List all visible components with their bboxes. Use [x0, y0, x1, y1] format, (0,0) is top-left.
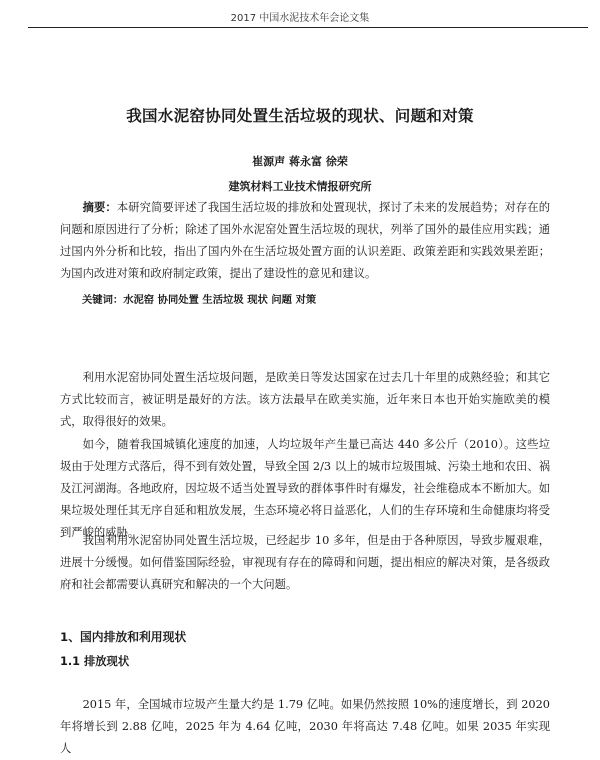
body-paragraph-last: 2015 年，全国城市垃圾产生量大约是 1.79 亿吨。如果仍然按照 10%的速度增长，到 2020 年将增长到 2.88 亿吨，2025 年为 4.64 亿吨，2030 年将高达 7.48 亿吨。如果 2035 年实现人 — [60, 698, 550, 755]
header-rule — [28, 27, 588, 28]
authors: 崔源声 蒋永富 徐荣 — [252, 155, 348, 168]
abstract — [60, 197, 550, 285]
abstract-text: 本研究简要评述了我国生活垃圾的排放和处置现状，探讨了未来的发展趋势；对存在的问题和原因进行了分析；除述了国外水泥窑处置生活垃圾的现状，列举了国外的最佳应用实践；通过国内外分析和比较，指出了国内外在生活垃圾处置方面的认识差距、政策差距和实践效果差距；为国内改进对策和政府制定政策，提出了建设性的意见和建议。 — [60, 201, 550, 280]
keywords-text: 水泥窑 协同处置 生活垃圾 现状 问题 对策 — [123, 294, 317, 306]
keywords — [82, 291, 552, 306]
keywords-label: 关键词： — [82, 294, 124, 306]
abstract-label: 摘要： — [82, 201, 117, 214]
running-header: 2017 中国水泥技术年会论文集 — [230, 13, 370, 24]
subsection-heading: 1.1 排放现状 — [60, 655, 130, 668]
affiliation: 建筑材料工业技术情报研究所 — [228, 180, 372, 193]
section-heading: 1、国内排放和利用现状 — [60, 630, 187, 644]
body-paragraph: 如今，随着我国城镇化速度的加速，人均垃圾年产生量已高达 440 多公斤（2010）。这些垃圾由于处理方式落后，得不到有效处置，导致全国 2/3 以上的城市垃圾围城、污染土地和农田、祸及江河湖海。各地政府，因垃圾不适当处置导致的群体事件时有爆发，社会维稳成本不断加大。如果垃圾处理任其无序自延和粗放发展，生态环境必将日益恶化，人们的生存环境和生命健康均将受到严峻的威胁。 — [60, 438, 550, 539]
paper-title: 我国水泥窑协同处置生活垃圾的现状、问题和对策 — [126, 107, 474, 125]
body-paragraph: 我国利用水泥窑协同处置生活垃圾，已经起步 10 多年，但是由于各种原因，导致步履艰难，进展十分缓慢。如何借鉴国际经验，审视现有存在的障碍和问题，提出相应的解决对策，是各级政府和社会都需要认真研究和解决的一个大问题。 — [60, 534, 550, 591]
body-paragraph: 利用水泥窑协同处置生活垃圾问题，是欧美日等发达国家在过去几十年里的成熟经验；和其它方式比较而言，被证明是最好的方法。该方法最早在欧美实施，近年来日本也开始实施欧美的模式，取得很好的效果。 — [60, 371, 550, 428]
